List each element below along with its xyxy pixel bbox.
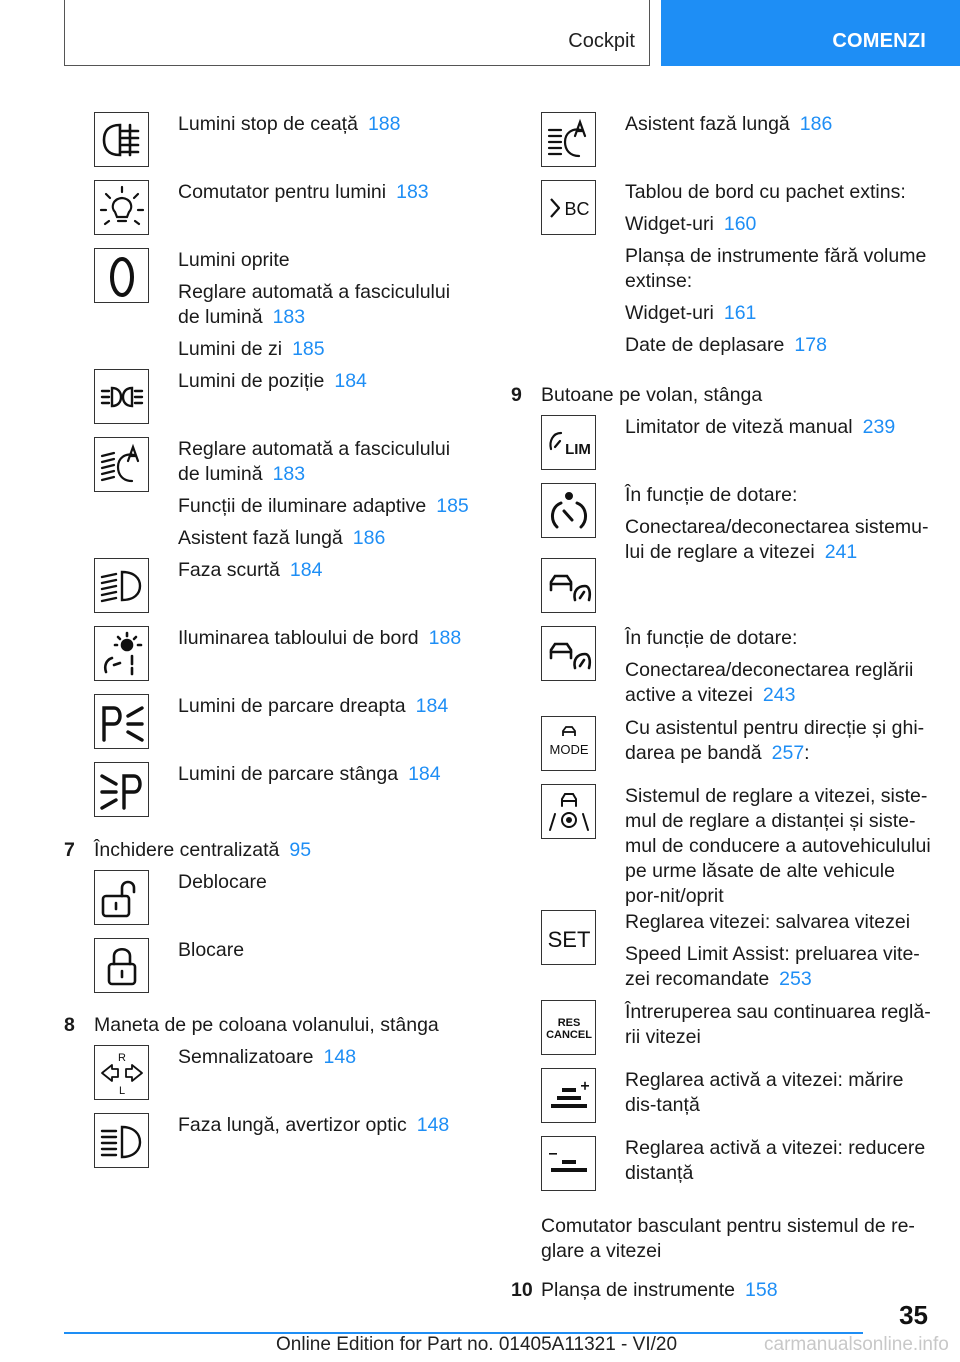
entry-mode-button (511, 716, 931, 784)
footer-watermark: carmanualsonline.info (764, 1334, 949, 1355)
entry-text: Widget-uri 160 (625, 213, 757, 235)
steering-assist-icon (541, 784, 596, 839)
svg-text:BC: BC (563, 198, 590, 219)
page-link[interactable]: 257 (771, 742, 805, 764)
page-link[interactable]: 186 (799, 113, 833, 135)
front-fog-light-icon (94, 112, 149, 167)
entry-text: Blocare (178, 939, 245, 961)
section-heading-7: 7 Închidere centralizată 95 (64, 839, 312, 861)
page-link[interactable]: 188 (428, 627, 462, 649)
entry-text: Conectarea/deconectarea reglării active a vitezei 243 (625, 659, 914, 706)
page-link[interactable]: 253 (779, 968, 812, 990)
header-section-tab (64, 0, 650, 66)
entry-text: Tablou de bord cu pachet extins: (625, 181, 906, 203)
header-chapter-tab (661, 0, 960, 66)
lights-off-icon (94, 248, 149, 303)
low-beam-icon (94, 558, 149, 613)
header-chapter-label: COMENZI (832, 30, 926, 52)
page-link[interactable]: 241 (824, 541, 858, 563)
svg-text:LIM: LIM (564, 440, 591, 458)
page-number: 35 (899, 1300, 928, 1330)
parking-light-left-icon (94, 762, 149, 817)
entry-text: Lumini stop de ceață 188 (178, 113, 401, 135)
entry-lights-off (64, 248, 474, 369)
section-heading-8: 8 Maneta de pe coloana volanului, stânga (64, 1014, 439, 1036)
entry-text: Limitator de viteză manual 239 (625, 416, 896, 438)
page-link[interactable]: 184 (334, 370, 367, 392)
entry-cruise-control (511, 483, 931, 563)
page-link[interactable]: 148 (416, 1114, 450, 1136)
entry-text: Iluminarea tabloului de bord 188 (178, 627, 462, 649)
entry-instrument-lighting (64, 626, 474, 694)
entry-text: Lumini de parcare dreapta 184 (178, 695, 449, 717)
entry-low-beam (64, 558, 474, 626)
distance-control-icon (541, 558, 596, 613)
page-link[interactable]: 243 (762, 684, 796, 706)
cruise-control-icon (541, 483, 596, 538)
active-cruise-icon (541, 626, 596, 681)
entry-text: Planșa de instrumente fără volume extinse: (625, 245, 927, 292)
entry-distance-decrease (511, 1136, 931, 1214)
entry-text: Cu asistentul pentru direcție și ghi-darea pe bandă 257: (625, 717, 925, 764)
entry-high-beam (64, 1113, 474, 1181)
entry-unlock (64, 870, 474, 938)
page-link[interactable]: 148 (323, 1046, 357, 1068)
entry-set-button (511, 910, 931, 1000)
page-link[interactable]: 158 (745, 1279, 778, 1301)
header-section-label: Cockpit (568, 30, 635, 52)
page-link[interactable]: 185 (292, 338, 325, 360)
speed-limiter-icon (541, 415, 596, 470)
page-link[interactable]: 178 (794, 334, 827, 356)
footer-edition: Online Edition for Part no. 01405A11321 - VI/20 (276, 1334, 678, 1355)
page-link[interactable]: 186 (352, 527, 386, 549)
page-link[interactable]: 183 (396, 181, 429, 203)
entry-text: Lumini de poziție 184 (178, 370, 367, 392)
entry-light-switch (64, 180, 474, 248)
left-column (64, 112, 474, 1181)
parking-light-right-icon (94, 694, 149, 749)
page-link[interactable]: 160 (723, 213, 757, 235)
entry-text: Comutator pentru lumini 183 (178, 181, 429, 203)
entry-parking-light-left (64, 762, 474, 838)
svg-text:RES: RES (557, 1016, 580, 1029)
distance-decrease-icon (541, 1136, 596, 1191)
entry-text: Faza scurtă 184 (178, 559, 323, 581)
section-heading-10: 10 Planșa de instrumente 158 (511, 1279, 778, 1301)
entry-high-beam-assistant (511, 112, 931, 180)
svg-text:SET: SET (547, 926, 590, 952)
page-link[interactable]: 188 (367, 113, 401, 135)
entry-active-cruise (511, 626, 931, 716)
auto-headlight-icon (94, 437, 149, 492)
page-link[interactable]: 183 (272, 306, 306, 328)
entry-text: Semnalizatoare 148 (178, 1046, 357, 1068)
instrument-lighting-icon (94, 626, 149, 681)
entry-text: Speed Limit Assist: preluarea vite-zei recomandate 253 (625, 943, 920, 990)
entry-auto-headlight (64, 437, 474, 558)
entry-text: Sistemul de reglare a vitezei, siste-mul de reglare a distanței și siste-mul de conducere a autovehiculului pe urme lăsate de alte vehicule por-nit/oprit (625, 785, 931, 907)
entry-text: Funcții de iluminare adaptive 185 (178, 495, 469, 517)
set-button-icon (541, 910, 596, 965)
light-switch-icon (94, 180, 149, 235)
page-link[interactable]: 184 (289, 559, 323, 581)
entry-bc-button (511, 180, 931, 383)
entry-text: Întreruperea sau continuarea reglă-rii vitezei (625, 1001, 931, 1048)
entry-text: În funcție de dotare: (625, 484, 798, 506)
entry-text: Reglare automată a fasciculului de lumină 183 (178, 281, 451, 328)
mode-button-icon (541, 716, 596, 771)
distance-increase-icon (541, 1068, 596, 1123)
svg-text:L: L (118, 1084, 125, 1097)
lock-icon (94, 938, 149, 993)
bc-button-icon (541, 180, 596, 235)
res-cancel-icon (541, 1000, 596, 1055)
right-column (511, 112, 931, 1310)
page-link[interactable]: 95 (289, 839, 312, 861)
page-link[interactable]: 184 (415, 695, 449, 717)
entry-text: Lumini de zi 185 (178, 338, 325, 360)
entry-text: Widget-uri 161 (625, 302, 757, 324)
entry-text: Reglare automată a fasciculului de lumină 183 (178, 438, 451, 485)
page-link[interactable]: 239 (862, 416, 896, 438)
entry-text: Asistent fază lungă 186 (625, 113, 833, 135)
page-link[interactable]: 161 (723, 302, 757, 324)
turn-signal-icon (94, 1045, 149, 1100)
entry-text: Deblocare (178, 871, 267, 893)
entry-lock (64, 938, 474, 1013)
entry-parking-light-right (64, 694, 474, 762)
entry-text: Reglarea activă a vitezei: mărire dis-tanță (625, 1069, 904, 1116)
page-link[interactable]: 183 (272, 463, 306, 485)
entry-distance-increase (511, 1068, 931, 1136)
entry-text: Date de deplasare 178 (625, 334, 827, 356)
section-heading-9: 9 Butoane pe volan, stânga (511, 384, 763, 406)
entry-turn-signal (64, 1045, 474, 1113)
entry-text: Reglarea activă a vitezei: reducere distanță (625, 1137, 926, 1184)
entry-parking-lights (64, 369, 474, 437)
page-link[interactable]: 184 (408, 763, 441, 785)
entry-text: În funcție de dotare: (625, 627, 798, 649)
entry-text: Lumini oprite (178, 249, 290, 271)
entry-text: Reglarea vitezei: salvarea vitezei (625, 911, 911, 933)
parking-lights-icon (94, 369, 149, 424)
rocker-switch-note: Comutator basculant pentru sistemul de re-glare a vitezei (541, 1215, 915, 1262)
entry-front-fog-light (64, 112, 474, 180)
entry-text: Asistent fază lungă 186 (178, 527, 386, 549)
svg-text:R: R (117, 1051, 126, 1064)
page-link[interactable]: 185 (436, 495, 469, 517)
entry-speed-limiter (511, 415, 931, 483)
entry-text: Faza lungă, avertizor optic 148 (178, 1114, 450, 1136)
entry-text: Lumini de parcare stânga 184 (178, 763, 441, 785)
entry-res-cancel (511, 1000, 931, 1068)
unlock-icon (94, 870, 149, 925)
entry-steering-assist (511, 784, 931, 910)
svg-text:CANCEL: CANCEL (545, 1028, 592, 1041)
entry-text: Conectarea/deconectarea sistemu-lui de reglare a vitezei 241 (625, 516, 929, 563)
high-beam-icon (94, 1113, 149, 1168)
entry-distance-control (511, 558, 931, 626)
high-beam-assistant-icon (541, 112, 596, 167)
svg-text:MODE: MODE (549, 741, 588, 757)
